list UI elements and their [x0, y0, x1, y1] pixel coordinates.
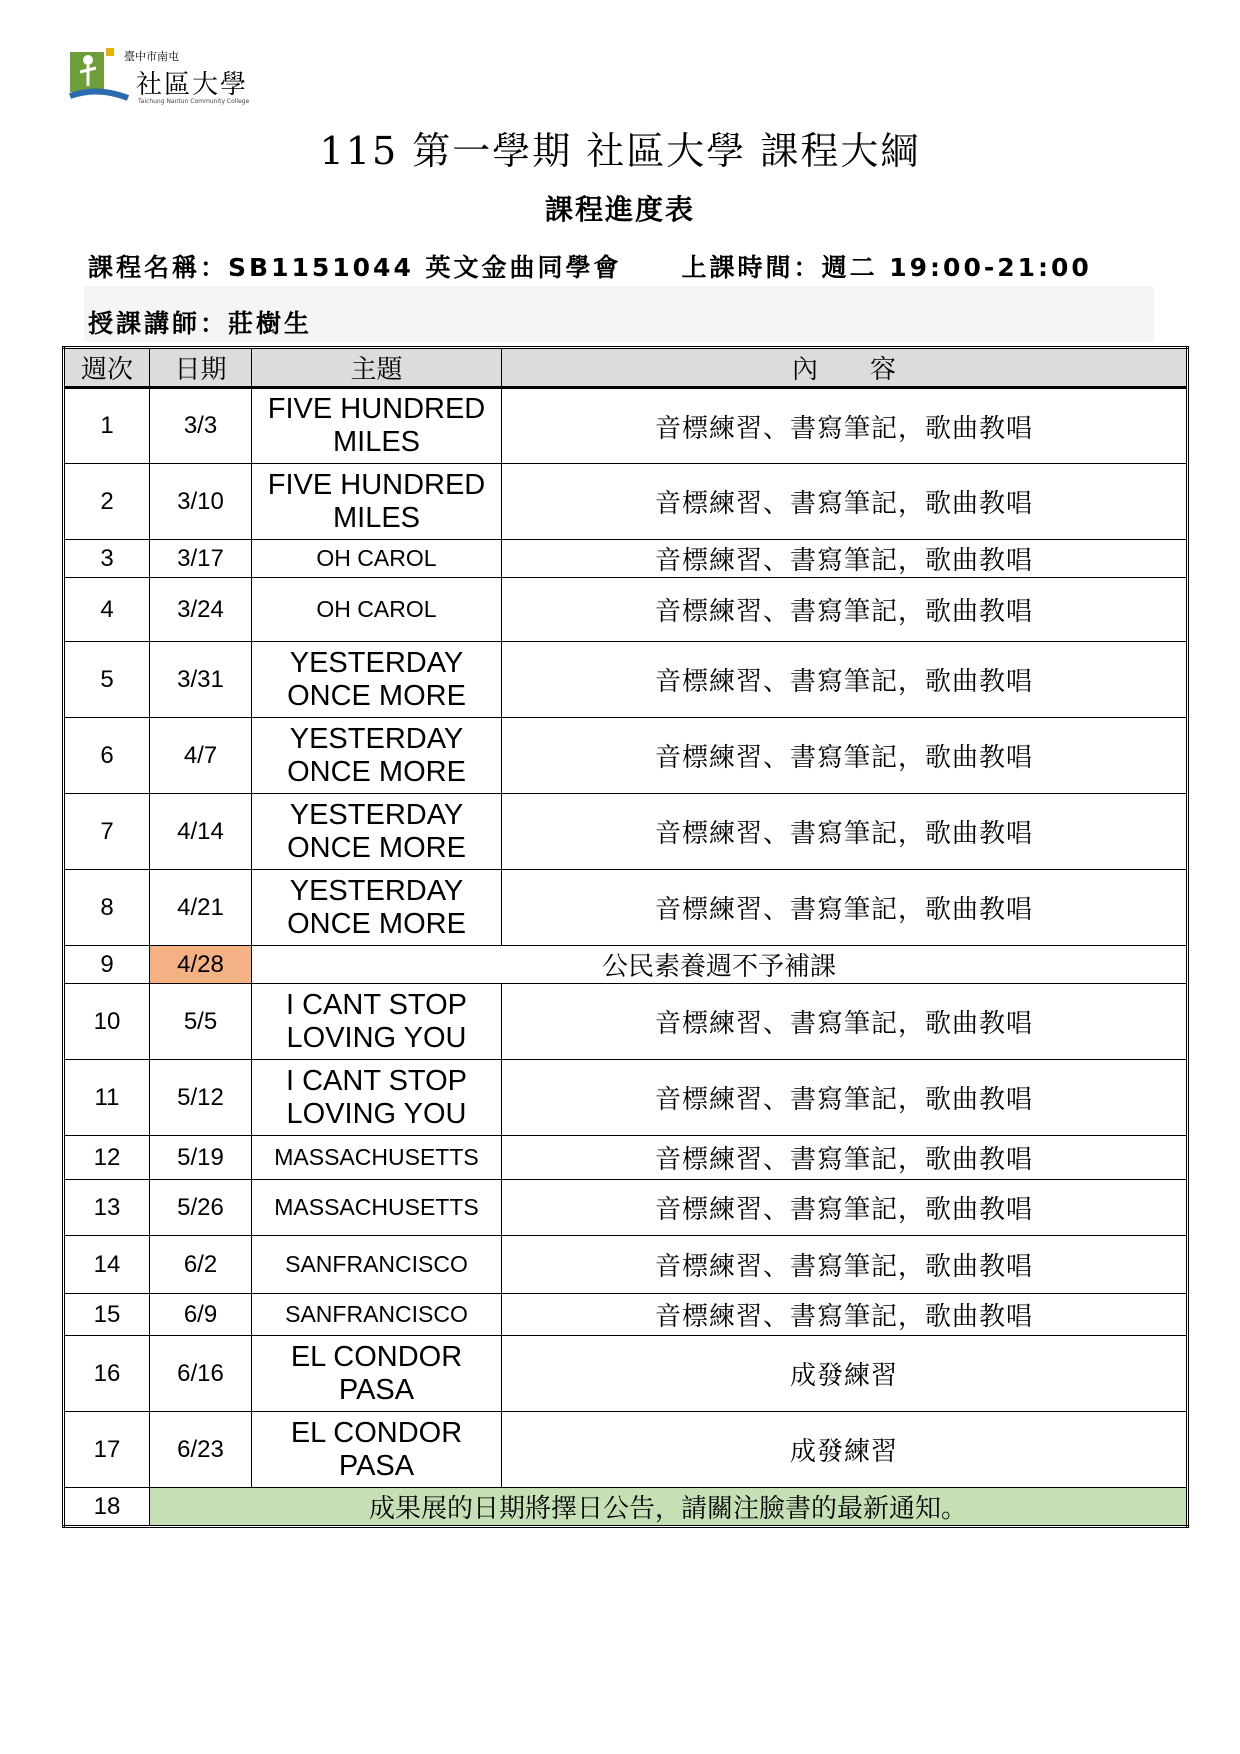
week-cell: 15	[64, 1294, 150, 1336]
course-name-value: SB1151044 英文金曲同學會	[228, 253, 622, 282]
table-row	[64, 794, 1188, 870]
date-cell: 4/14	[150, 794, 252, 870]
week-cell: 12	[64, 1136, 150, 1180]
exhibition-note: 成果展的日期將擇日公告，請關注臉書的最新通知。	[150, 1488, 1188, 1527]
week-cell: 9	[64, 946, 150, 984]
table-row-final	[64, 1488, 1188, 1527]
page-subtitle: 課程進度表	[544, 193, 695, 226]
content-cell: 音標練習、書寫筆記，歌曲教唱	[502, 794, 1188, 870]
content-cell: 音標練習、書寫筆記，歌曲教唱	[502, 870, 1188, 946]
week-cell: 10	[64, 984, 150, 1060]
week-cell: 4	[64, 578, 150, 642]
table-row	[64, 1336, 1188, 1412]
page-title: 115 第一學期 社區大學 課程大綱	[319, 129, 921, 173]
date-cell: 5/19	[150, 1136, 252, 1180]
class-time-label: 上課時間：	[681, 253, 822, 282]
content-cell: 音標練習、書寫筆記，歌曲教唱	[502, 1060, 1188, 1136]
date-cell: 6/2	[150, 1236, 252, 1294]
content-cell: 音標練習、書寫筆記，歌曲教唱	[502, 1180, 1188, 1236]
content-cell: 成發練習	[502, 1336, 1188, 1412]
topic-cell: SANFRANCISCO	[252, 1294, 502, 1336]
date-cell: 4/7	[150, 718, 252, 794]
week-cell: 13	[64, 1180, 150, 1236]
date-cell: 5/5	[150, 984, 252, 1060]
table-row	[64, 1294, 1188, 1336]
header-topic: 主題	[252, 348, 502, 388]
table-row	[64, 718, 1188, 794]
logo-name-text: 社區大學	[136, 70, 249, 100]
date-cell: 3/31	[150, 642, 252, 718]
topic-cell: EL CONDOR PASA	[252, 1412, 502, 1488]
table-row	[64, 540, 1188, 578]
header-content: 內 容	[502, 348, 1188, 388]
week-cell: 1	[64, 388, 150, 464]
week-cell: 18	[64, 1488, 150, 1527]
week-cell: 2	[64, 464, 150, 540]
table-row	[64, 388, 1188, 464]
no-class-note: 公民素養週不予補課	[252, 946, 1188, 984]
topic-cell: FIVE HUNDRED MILES	[252, 388, 502, 464]
week-cell: 6	[64, 718, 150, 794]
content-cell: 音標練習、書寫筆記，歌曲教唱	[502, 578, 1188, 642]
date-cell: 6/9	[150, 1294, 252, 1336]
topic-cell: FIVE HUNDRED MILES	[252, 464, 502, 540]
table-row	[64, 870, 1188, 946]
week-cell: 11	[64, 1060, 150, 1136]
content-cell: 音標練習、書寫筆記，歌曲教唱	[502, 1236, 1188, 1294]
teacher-info-line	[88, 304, 312, 340]
content-cell: 音標練習、書寫筆記，歌曲教唱	[502, 718, 1188, 794]
week-cell: 8	[64, 870, 150, 946]
date-cell: 6/16	[150, 1336, 252, 1412]
topic-cell: YESTERDAY ONCE MORE	[252, 642, 502, 718]
course-info-line	[88, 248, 1092, 284]
date-cell: 3/17	[150, 540, 252, 578]
week-cell: 17	[64, 1412, 150, 1488]
topic-cell: I CANT STOP LOVING YOU	[252, 1060, 502, 1136]
date-cell: 3/3	[150, 388, 252, 464]
topic-cell: YESTERDAY ONCE MORE	[252, 718, 502, 794]
table-row	[64, 1136, 1188, 1180]
content-cell: 音標練習、書寫筆記，歌曲教唱	[502, 540, 1188, 578]
content-cell: 音標練習、書寫筆記，歌曲教唱	[502, 1136, 1188, 1180]
content-cell: 成發練習	[502, 1412, 1188, 1488]
table-row	[64, 1412, 1188, 1488]
schedule-table	[62, 346, 1189, 1528]
content-cell: 音標練習、書寫筆記，歌曲教唱	[502, 388, 1188, 464]
table-row	[64, 1236, 1188, 1294]
table-row	[64, 984, 1188, 1060]
date-cell: 5/12	[150, 1060, 252, 1136]
date-cell-highlighted: 4/28	[150, 946, 252, 984]
table-row	[64, 1060, 1188, 1136]
week-cell: 7	[64, 794, 150, 870]
content-cell: 音標練習、書寫筆記，歌曲教唱	[502, 984, 1188, 1060]
table-row-no-class	[64, 946, 1188, 984]
teacher-label: 授課講師：	[88, 309, 229, 338]
topic-cell: YESTERDAY ONCE MORE	[252, 794, 502, 870]
topic-cell: SANFRANCISCO	[252, 1236, 502, 1294]
logo-emblem-icon	[68, 46, 130, 108]
topic-cell: OH CAROL	[252, 540, 502, 578]
header-week: 週次	[64, 348, 150, 388]
topic-cell: I CANT STOP LOVING YOU	[252, 984, 502, 1060]
date-cell: 3/24	[150, 578, 252, 642]
week-cell: 16	[64, 1336, 150, 1412]
table-header-row	[64, 348, 1188, 388]
topic-cell: EL CONDOR PASA	[252, 1336, 502, 1412]
header-date: 日期	[150, 348, 252, 388]
class-time-value: 週二 19:00-21:00	[821, 253, 1092, 282]
table-row	[64, 642, 1188, 718]
content-cell: 音標練習、書寫筆記，歌曲教唱	[502, 464, 1188, 540]
content-cell: 音標練習、書寫筆記，歌曲教唱	[502, 1294, 1188, 1336]
topic-cell: MASSACHUSETTS	[252, 1136, 502, 1180]
date-cell: 3/10	[150, 464, 252, 540]
content-cell: 音標練習、書寫筆記，歌曲教唱	[502, 642, 1188, 718]
topic-cell: YESTERDAY ONCE MORE	[252, 870, 502, 946]
week-cell: 5	[64, 642, 150, 718]
topic-cell: OH CAROL	[252, 578, 502, 642]
week-cell: 14	[64, 1236, 150, 1294]
date-cell: 6/23	[150, 1412, 252, 1488]
table-row	[64, 464, 1188, 540]
date-cell: 4/21	[150, 870, 252, 946]
logo-org-text: 臺中市南屯	[124, 50, 179, 63]
table-row	[64, 578, 1188, 642]
table-row	[64, 1180, 1188, 1236]
topic-cell: MASSACHUSETTS	[252, 1180, 502, 1236]
week-cell: 3	[64, 540, 150, 578]
course-name-label: 課程名稱：	[88, 253, 229, 282]
logo-subtitle-text: Taichung Nantun Community College	[138, 98, 250, 105]
college-logo	[68, 46, 278, 108]
date-cell: 5/26	[150, 1180, 252, 1236]
teacher-value: 莊樹生	[228, 309, 313, 338]
